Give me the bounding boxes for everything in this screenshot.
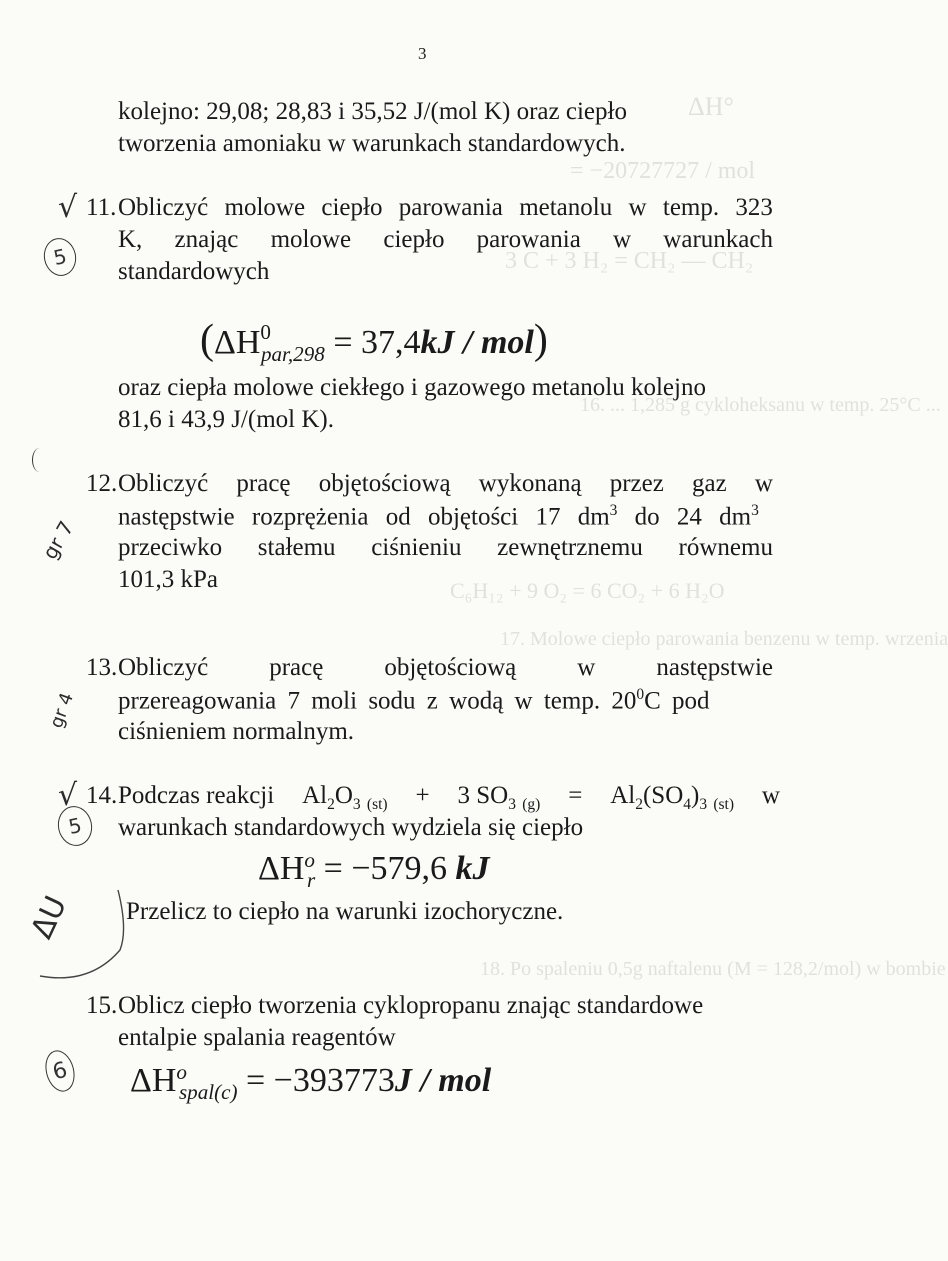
text: do 24 dm [617,503,752,531]
intro-line: tworzenia amoniaku w warunkach standardowych. [118,130,626,157]
intro-line: kolejno: 29,08; 28,83 i 35,52 J/(mol K) oraz ciepło [118,98,627,125]
text: następstwie rozprężenia od objętości 17 dm [118,503,610,531]
formula-evaporation-enthalpy: $(\Delta H^0_{par,298} = 37,4kJ / mol)$ [200,317,548,366]
score-annotation: 6 [41,1047,79,1095]
question-11-line-1 [118,194,773,222]
word: metanolu [519,194,613,221]
word: parowania [476,226,581,253]
word: wykonaną [478,470,582,497]
text: C pod [644,687,710,715]
word: Obliczyć [118,470,209,497]
superscript: 3 [751,502,759,519]
text: przereagowania 7 moli sodu z wodą w temp. 20 [118,687,637,715]
word: w [613,226,632,253]
word: objętościową [384,654,517,681]
question-14-line-1 [118,782,780,814]
group-annotation: gr 7 [37,516,79,564]
question-number: 14. [86,782,118,809]
margin-bracket-icon [10,880,130,990]
question-14-line-2: warunkach standardowych wydziela się ciepło [118,814,584,841]
checkmark-annotation: √ [58,190,78,225]
question-11-line-4: oraz ciepła molowe ciekłego i gazowego metanolu kolejno [118,374,706,401]
bleed-through-line: 18. Po spaleniu 0,5g naftalenu (M = 128,2/mol) w bombie [480,958,946,980]
bleed-through-line: = −20727727 / mol [570,158,756,184]
question-11-line-5: 81,6 i 43,9 J/(mol K). [118,406,334,433]
bleed-through-line: C₆H₁₂ + 9 O₂ = 6 CO₂ + 6 H₂O [450,578,725,603]
text: Podczas reakcji [118,782,275,809]
question-14-line-3: Przelicz to ciepło na warunki izochoryczne. [126,898,564,925]
question-11-line-3: standardowych [118,258,270,285]
margin-note-annotation: ΔU [24,890,75,945]
question-12-line-1 [118,470,773,498]
word: zewnętrznemu [497,534,643,561]
question-number: 12. [86,470,118,497]
word: molowe [270,226,352,253]
word: temp. [662,194,720,221]
word: stałemu [257,534,336,561]
equals-sign: = [568,782,583,809]
formula-value: = −393773 [246,1062,395,1099]
word: ciśnieniu [371,534,462,561]
question-number: 15. [86,992,118,1019]
word: Obliczyć [118,654,209,681]
plus-sign: + [415,782,430,809]
checkmark-annotation: √ [58,778,78,813]
formula-subscript: spal(c) [178,1079,238,1104]
group-annotation: gr 4 [45,689,79,732]
formula-value: = −579,6 [323,850,448,887]
word: przez [609,470,664,497]
score-annotation: 5 [54,803,96,849]
word: w [577,654,596,681]
question-11-line-2 [118,226,773,254]
formula-unit: J / mol [394,1062,492,1099]
question-number: 11. [86,194,117,221]
word: K, [118,226,143,253]
question-12-line-4: 101,3 kPa [118,566,218,593]
question-12-line-3 [118,534,773,562]
word: pracę [269,654,324,681]
reactant-so3: 3 $SO_3$ $_{(g)}$ [457,782,541,813]
delta-h-symbol: ΔH [130,1062,177,1099]
formula-unit: kJ [455,850,490,887]
word: przeciwko [118,534,223,561]
question-13-line-2 [118,686,710,715]
word: objętościową [318,470,451,497]
word: warunkach [663,226,773,253]
word: następstwie [656,654,773,681]
word: ciepło [383,226,445,253]
product-al2so43: $Al_2(SO_4)_3$ $_{(st)}$ [610,782,735,813]
question-13-line-3: ciśnieniem normalnym. [118,718,355,745]
word: równemu [678,534,773,561]
superscript: 3 [609,502,618,519]
question-number: 13. [86,654,118,681]
word: parowania [398,194,503,221]
formula-superscript: o [176,1060,187,1084]
question-15-line-2: entalpie spalania reagentów [118,1024,396,1051]
word: gaz [692,470,727,497]
formula-value: = 37,4 [333,324,421,361]
margin-mark [32,448,47,472]
word: 323 [735,194,773,221]
bleed-through-line: 17. Molowe ciepło parowania benzenu w temp. wrzenia [500,628,948,650]
word: ciepło [321,194,383,221]
question-13-line-1 [118,654,773,682]
bleed-through-line: 3 C + 3 H₂ = CH₂ — CH₂ [505,248,754,274]
delta-h-symbol: ΔH [258,850,305,887]
delta-h-symbol: ΔH [214,324,261,361]
superscript: 0 [636,686,645,703]
word: w [754,470,773,497]
formula-superscript: o [304,848,315,872]
score-annotation: 5 [40,235,79,279]
page-number: 3 [418,44,427,63]
question-15-line-1: Oblicz ciepło tworzenia cyklopropanu znając standardowe [118,992,704,1019]
question-12-line-2 [118,502,759,531]
bleed-through-line: ΔH° [688,92,734,121]
formula-combustion-enthalpy [130,1060,491,1105]
reactant-al2o3: $Al_2O_3$ $_{(st)}$ [302,782,388,813]
formula-unit: kJ / mol [420,324,534,361]
word: molowe [224,194,306,221]
word: Obliczyć [118,194,209,221]
word: znając [174,226,239,253]
formula-reaction-enthalpy [258,848,490,893]
word: w [628,194,647,221]
formula-subscript: r [306,867,316,892]
formula-superscript: 0 [260,320,271,344]
word: w [761,782,780,809]
formula-subscript: par,298 [260,341,325,366]
word: pracę [236,470,291,497]
bleed-through-line: 16. ... 1,285 g cykloheksanu w temp. 25°C ... [580,394,941,416]
